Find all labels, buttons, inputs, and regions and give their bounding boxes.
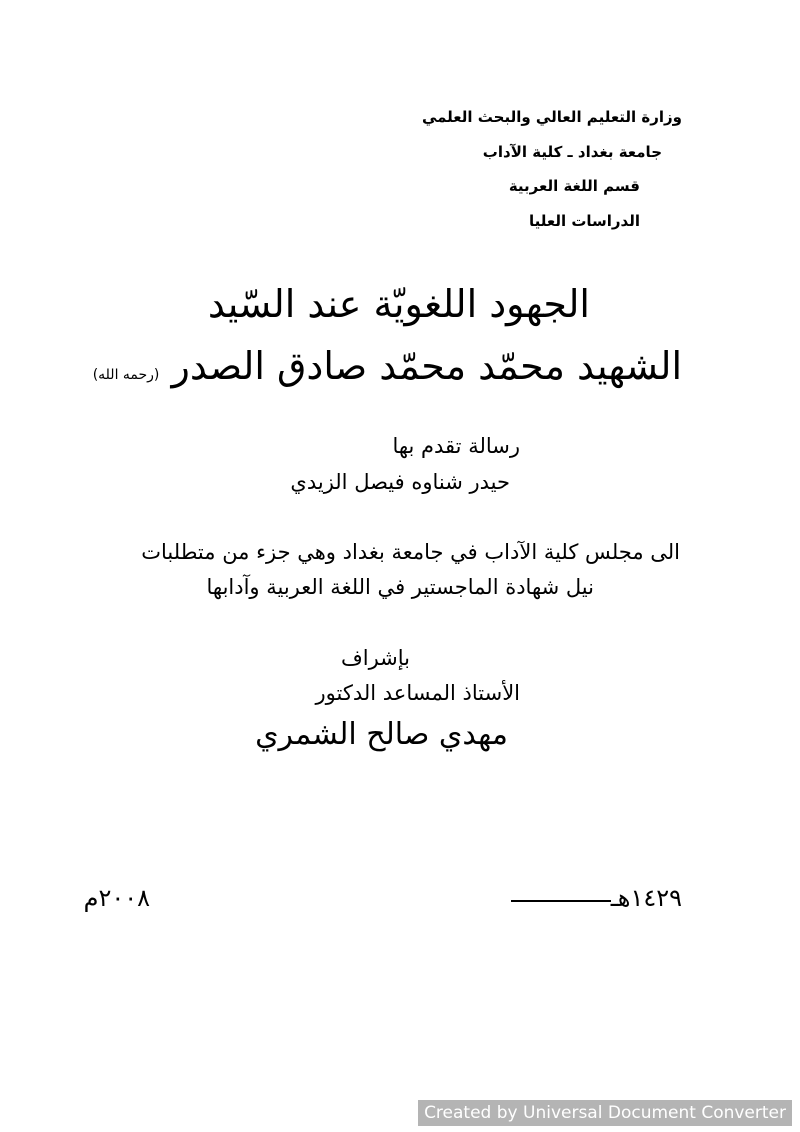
purpose-line1: الى مجلس كلية الآداب في جامعة بغداد وهي جزء من متطلبات <box>141 540 680 564</box>
submission-intro: رسالة تقدم بها <box>392 434 520 458</box>
honorific-note: (رحمه الله) <box>92 367 160 383</box>
purpose-line2: نيل شهادة الماجستير في اللغة العربية وآدابها <box>206 575 594 599</box>
hijri-date <box>509 884 682 912</box>
thesis-title-line2 <box>93 344 682 388</box>
thesis-title-line2-text: الشهيد محمّد محمّد صادق الصدر <box>171 344 682 388</box>
gregorian-date: ٢٠٠٨م <box>83 884 150 912</box>
studies-line: الدراسات العليا <box>528 212 640 230</box>
ministry-line: وزارة التعليم العالي والبحث العلمي <box>421 108 682 126</box>
hijri-date-rule <box>511 900 611 902</box>
department-line: قسم اللغة العربية <box>508 177 640 195</box>
converter-watermark: Created by Universal Document Converter <box>418 1100 792 1126</box>
thesis-title-line1: الجهود اللغويّة عند السّيد <box>207 282 590 326</box>
supervision-label: بإشراف <box>340 646 410 670</box>
hijri-date-text: ١٤٢٩هـ <box>610 884 682 912</box>
author-name: حيدر شناوه فيصل الزيدي <box>290 470 510 494</box>
supervisor-name: مهدي صالح الشمري <box>255 717 508 752</box>
university-line: جامعة بغداد ـ كلية الآداب <box>482 143 662 161</box>
supervisor-rank: الأستاذ المساعد الدكتور <box>315 681 520 705</box>
